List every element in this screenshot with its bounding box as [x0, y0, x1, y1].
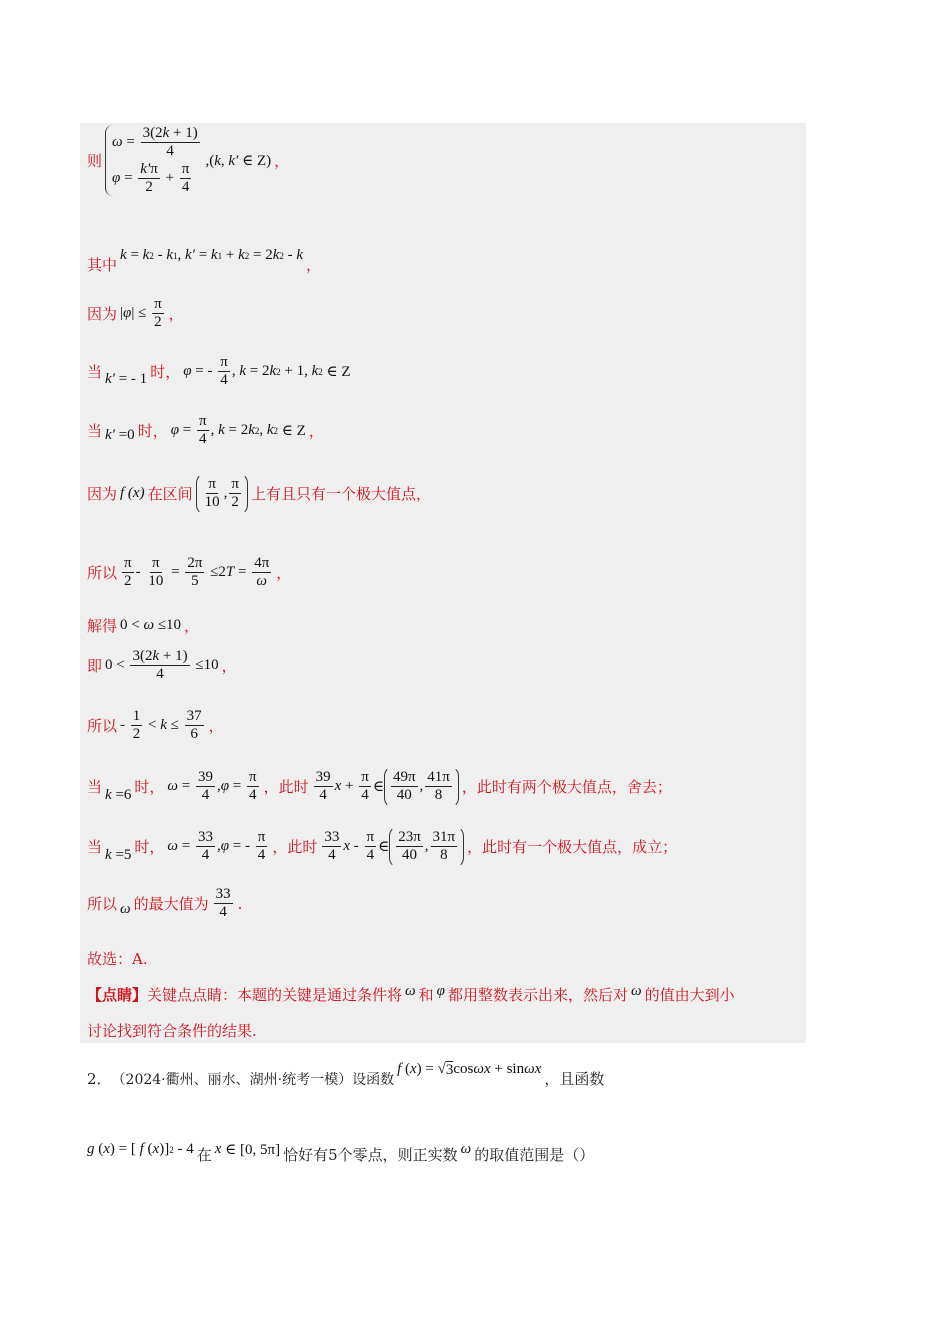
math-interval: $\frac{\pi}{10}$ , $\frac{\pi}{2}$: [196, 473, 248, 515]
text: 时，: [134, 778, 165, 797]
solution-line-7: [87, 555, 291, 591]
text: ，: [208, 717, 224, 736]
comment-line-2: [87, 1020, 257, 1041]
math-cond: k =5: [105, 847, 132, 864]
text: 所以: [87, 564, 118, 583]
text: 恰好有5个零点，则正实数: [283, 1146, 458, 1164]
solution-line-2: [87, 236, 321, 275]
math-expr: ω = $\frac{33}{4}$ , φ = - $\frac{\pi}{4}$: [167, 829, 266, 864]
math-expr: - $\frac{1}{2}$ < k ≤ $\frac{37}{6}$: [120, 708, 202, 743]
text: ，此时: [272, 838, 318, 857]
question-source: （2024·衢州、丽水、湖州·统考一模）设函数: [111, 1071, 395, 1088]
math-fx: f (x): [120, 485, 145, 502]
text: 和: [418, 986, 434, 1004]
math-expr: 0 < ω ≤10: [120, 617, 182, 633]
text: 的最大值为: [133, 895, 209, 914]
text: .: [237, 894, 243, 913]
text: ，: [276, 564, 292, 583]
text: 的取值范围是（）: [474, 1146, 595, 1164]
math-var: ω: [405, 983, 416, 999]
text: ，: [306, 256, 322, 274]
solution-line-9: [87, 648, 237, 684]
question-number: 2．: [87, 1070, 112, 1088]
text: 上有且只有一个极大值点，: [250, 485, 431, 504]
math-expr: $\frac{\pi}{2}$ - $\frac{\pi}{10}$ = $\frac{2\pi}{5}$ ≤2 T = $\frac{4\pi}{\omega}$: [124, 555, 270, 590]
answer-text: 故选：A.: [87, 950, 148, 968]
answer-line: [87, 948, 148, 969]
question-2-line-2: [87, 1134, 594, 1165]
text: ，此时有一个极大值点，成立；: [467, 838, 678, 857]
comment-line-1: [87, 984, 735, 1005]
question-2-line-1: [87, 1058, 604, 1089]
solution-line-1: [87, 125, 289, 196]
text: 所以: [87, 717, 118, 736]
text: ，: [308, 422, 324, 441]
math-cond: k′ =0: [105, 427, 135, 444]
text: 时，: [134, 838, 165, 857]
text: ，: [274, 152, 290, 170]
solution-line-12: [87, 826, 677, 868]
text: 即: [87, 657, 103, 676]
text: 时，: [137, 422, 168, 441]
solution-line-11: [87, 766, 672, 808]
math-var: ω: [120, 901, 131, 918]
math-expr: φ = $\frac{\pi}{4}$ , k = 2 k 2 , k 2 ∈ Z: [170, 413, 306, 448]
solution-line-5: [87, 413, 324, 449]
solution-line-4: [87, 354, 354, 390]
text: 则: [87, 152, 103, 170]
math-cond: k′ = - 1: [105, 371, 148, 388]
solution-line-6: [87, 473, 431, 515]
text: 在: [196, 1146, 212, 1164]
math-expr: φ = - $\frac{\pi}{4}$ , k = 2 k 2 + 1, k 2 ∈ Z: [183, 354, 351, 389]
solution-line-13: [87, 886, 242, 922]
text: ，: [184, 617, 200, 635]
text: 当: [87, 363, 103, 382]
math-var: φ: [436, 983, 445, 999]
solution-line-3: [87, 296, 184, 332]
math-var: ω: [460, 1141, 472, 1157]
text: 因为: [87, 305, 118, 324]
math-expr: $\frac{33}{4}$: [215, 886, 231, 921]
text: ，: [168, 305, 184, 324]
text: 讨论找到符合条件的结果.: [87, 1022, 257, 1040]
math-var: ω: [630, 983, 642, 999]
text: 当: [87, 838, 103, 857]
text: 在区间: [147, 485, 193, 504]
math-expr: $\frac{39}{4}$ x + $\frac{\pi}{4}$ ∈ $\frac{49\pi}{40}$ , $\frac{41\pi}{8}$: [312, 766, 459, 808]
text: 所以: [87, 895, 118, 914]
math-expr: k = k 2 - k 1 , k′ = k 1 + k 2 = 2 k 2 - k: [120, 247, 304, 263]
text: ，此时有两个极大值点，舍去；: [461, 778, 672, 797]
solution-line-10: [87, 708, 224, 744]
math-fx: f ( x ) = √ 3 cos ωx + sin ωx: [397, 1061, 542, 1078]
math-expr: ω = $\frac{39}{4}$ , φ = $\frac{\pi}{4}$: [167, 769, 257, 804]
text: 其中: [87, 256, 118, 274]
solution-line-8: [87, 615, 199, 636]
text: ，且函数: [544, 1070, 605, 1088]
text: 时，: [150, 363, 181, 382]
text: ，此时: [263, 778, 309, 797]
comment-tag: 【点睛】: [87, 986, 148, 1004]
math-cond: k =6: [105, 787, 132, 804]
math-expr: 0 < $\frac{3(2k + 1)}{4}$ ≤10: [105, 648, 219, 683]
text: 的值由大到小: [644, 986, 735, 1004]
math-domain: x ∈ [0, 5π]: [214, 1141, 281, 1158]
text: 当: [87, 778, 103, 797]
text: 因为: [87, 485, 118, 504]
math-gx: g ( x ) = [ f ( x )] 2 - 4: [87, 1141, 194, 1157]
text: 解得: [87, 617, 118, 635]
text: 关键点点睛：本题的关键是通过条件将: [147, 986, 403, 1004]
math-expr: $\frac{33}{4}$ x - $\frac{\pi}{4}$ ∈ $\frac{23\pi}{40}$ , $\frac{31\pi}{8}$: [320, 826, 464, 868]
math-expr: | φ | ≤ $\frac{\pi}{2}$: [120, 296, 162, 331]
system-of-equations: ω = $\frac{3(2k + 1)}{4}$ φ = $\frac{k'\pi}{2}$ + $\frac{\pi}{4}$ ,(k, k′ ∈ Z): [105, 125, 271, 196]
text: ，: [221, 657, 237, 676]
text: 都用整数表示出来，然后对: [447, 986, 628, 1004]
text: 当: [87, 422, 103, 441]
